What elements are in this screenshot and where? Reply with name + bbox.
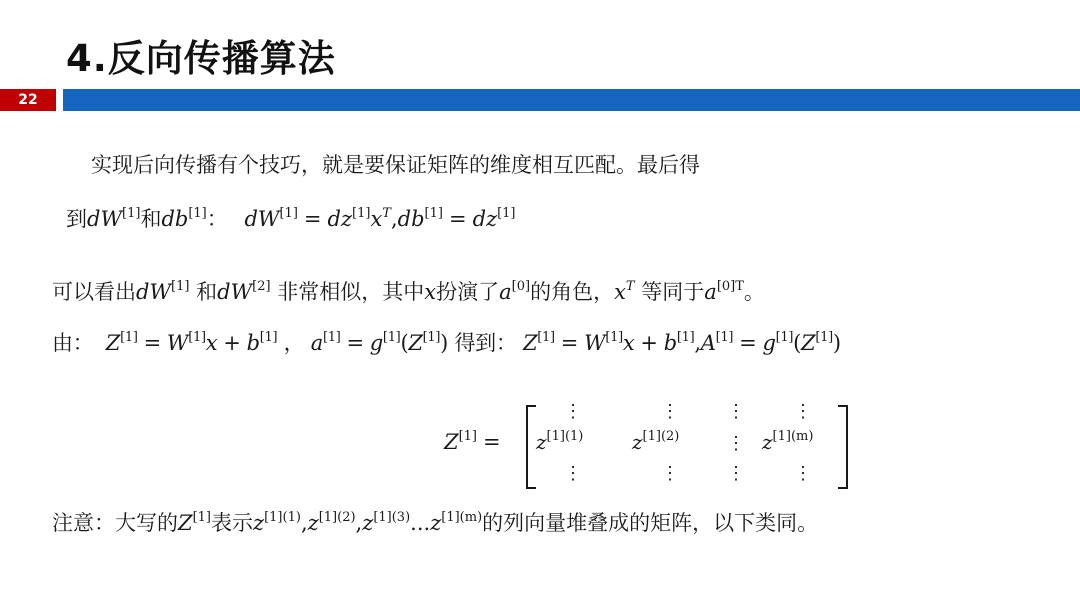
text: 得到： xyxy=(454,331,517,355)
eq: = xyxy=(560,331,579,355)
sup: [1] xyxy=(188,330,206,345)
math-W: W xyxy=(584,331,606,355)
body-line-2 xyxy=(66,199,516,234)
vdots: ⋮ xyxy=(564,463,582,484)
sup: [1](m) xyxy=(441,510,483,525)
math-g: g xyxy=(762,331,776,355)
vdots: ⋮ xyxy=(727,463,745,484)
sup: [1] xyxy=(424,206,443,221)
sup-T: T xyxy=(382,206,391,221)
math-x: x xyxy=(622,331,635,355)
text: 和 xyxy=(196,280,218,304)
vdots: ⋮ xyxy=(727,401,745,422)
sup: [1] xyxy=(120,330,138,345)
sup: [1] xyxy=(259,330,278,345)
sup: [1] xyxy=(382,330,401,345)
slide-title: 4.反向传播算法 xyxy=(66,37,336,80)
math-Z: Z xyxy=(178,511,193,535)
math-db: db xyxy=(397,207,425,231)
sup: [1] xyxy=(458,429,478,444)
note-line xyxy=(52,503,818,538)
text: 的角色， xyxy=(530,280,615,304)
sup: [1](m) xyxy=(772,429,814,444)
sup: [1] xyxy=(322,330,341,345)
paren: ) xyxy=(440,331,449,355)
text: 扮演了 xyxy=(436,280,500,304)
math-dz: dz xyxy=(472,207,498,231)
math-Z: Z xyxy=(408,331,423,355)
text: ， xyxy=(283,331,305,355)
text: 到 xyxy=(66,207,87,231)
text: 等同于 xyxy=(641,280,705,304)
paren: ) xyxy=(832,331,841,355)
math-a: a xyxy=(499,280,512,304)
math-z: z xyxy=(632,430,643,454)
math-z: z xyxy=(253,511,265,535)
math-x: x xyxy=(614,280,626,304)
vdots: ⋮ xyxy=(794,463,812,484)
sup: [1] xyxy=(279,206,298,221)
eq: = xyxy=(143,331,161,355)
text: 和 xyxy=(140,207,162,231)
plus: + xyxy=(223,331,241,355)
sup: [1] xyxy=(537,330,555,345)
math-Z: Z xyxy=(522,331,538,355)
text: 。 xyxy=(743,280,765,304)
math-Z: Z xyxy=(105,331,121,355)
sup: [1] xyxy=(715,330,734,345)
body-line-4 xyxy=(52,323,841,358)
matrix-left-bracket xyxy=(526,405,536,489)
sup: [1] xyxy=(171,279,190,294)
sup: [1] xyxy=(352,206,371,221)
sup: [2] xyxy=(252,279,271,294)
math-dz: dz xyxy=(327,207,353,231)
math-W: W xyxy=(166,331,189,355)
math-b: b xyxy=(246,331,260,355)
eq: = xyxy=(448,207,467,231)
eq: = xyxy=(739,331,757,355)
sup: [1](2) xyxy=(642,429,680,444)
comma: , xyxy=(390,207,398,231)
vdots: ⋮ xyxy=(564,401,582,422)
math-Z: Z xyxy=(801,331,816,355)
math-z: z xyxy=(362,511,374,535)
dots: ... xyxy=(410,511,431,535)
body-line-3 xyxy=(52,272,765,307)
text: 可以看出 xyxy=(52,280,136,304)
math-x: x xyxy=(205,331,218,355)
vdots: ⋮ xyxy=(727,433,745,454)
text: 的列向量堆叠成的矩阵，以下类同。 xyxy=(482,511,819,535)
sup: [1] xyxy=(605,330,623,345)
math-z: z xyxy=(307,511,319,535)
sup: [0] xyxy=(511,279,531,294)
comma: , xyxy=(694,331,701,355)
sup: [1](2) xyxy=(318,510,356,525)
matrix-col-1 xyxy=(536,429,583,454)
sup: [1] xyxy=(497,206,516,221)
sup: [1] xyxy=(188,206,207,221)
body-line-1: 实现后向传播有个技巧，就是要保证矩阵的维度相互匹配。最后得 xyxy=(91,153,700,177)
math-dW: dW xyxy=(136,280,172,304)
sup: [1](1) xyxy=(264,510,301,525)
matrix-lhs xyxy=(444,429,507,454)
paren: ( xyxy=(793,331,802,355)
math-b: b xyxy=(663,331,677,355)
vdots: ⋮ xyxy=(661,401,679,422)
math-dW: dW xyxy=(87,207,123,231)
math-g: g xyxy=(369,331,383,355)
page-number-badge: 22 xyxy=(0,89,56,111)
math-db: db xyxy=(161,207,189,231)
sup: [1] xyxy=(676,330,695,345)
text: 由： xyxy=(52,331,94,355)
matrix-col-2 xyxy=(632,429,679,454)
math-z: z xyxy=(762,430,773,454)
math-Z: Z xyxy=(444,430,459,454)
math-a: a xyxy=(310,331,323,355)
sup: [1] xyxy=(815,330,833,345)
math-dW: dW xyxy=(244,207,280,231)
math-z: z xyxy=(430,511,442,535)
sup-T: T xyxy=(625,279,635,294)
paren: ( xyxy=(400,331,409,355)
eq: = xyxy=(303,207,322,231)
vdots: ⋮ xyxy=(794,401,812,422)
sup: [1] xyxy=(775,330,794,345)
sup: [1] xyxy=(192,510,212,525)
title-underline-bar xyxy=(63,89,1080,111)
plus: + xyxy=(640,331,658,355)
text: 非常相似，其中 xyxy=(277,280,425,304)
eq: = xyxy=(346,331,364,355)
text: 表示 xyxy=(211,511,254,535)
math-x: x xyxy=(370,207,383,231)
math-x: x xyxy=(424,280,437,304)
matrix-right-bracket xyxy=(838,405,848,489)
math-A: A xyxy=(700,331,716,355)
text: 注意：大写的 xyxy=(52,511,178,535)
sup: [1](1) xyxy=(546,429,584,444)
sup: [1] xyxy=(422,330,441,345)
eq: = xyxy=(483,430,501,454)
sup: [1] xyxy=(122,206,141,221)
math-a: a xyxy=(704,280,717,304)
sup: [0]T xyxy=(716,279,744,294)
sup: [1](3) xyxy=(373,510,411,525)
vdots: ⋮ xyxy=(661,463,679,484)
comma: , xyxy=(300,511,308,535)
comma: , xyxy=(355,511,363,535)
text: ： xyxy=(206,207,228,231)
matrix-col-m xyxy=(762,429,813,454)
math-z: z xyxy=(536,430,547,454)
math-dW: dW xyxy=(217,280,253,304)
